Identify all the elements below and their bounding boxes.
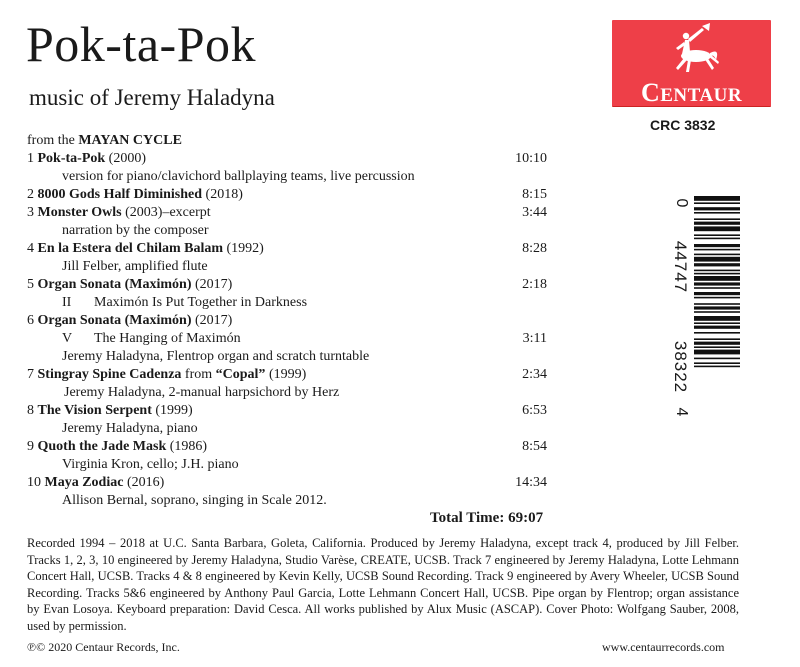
barcode-first-digit: 0 (673, 198, 690, 208)
barcode-bar (694, 254, 740, 256)
barcode-bar (694, 303, 740, 305)
track-number: 8 (27, 403, 34, 418)
centaur-logo (612, 20, 771, 107)
barcode-bar (694, 273, 740, 275)
barcode-bar (694, 342, 740, 345)
barcode-bar (694, 270, 740, 272)
barcode-bar (694, 306, 740, 309)
barcode-bar (694, 322, 740, 324)
track-year: (2000) (105, 151, 146, 166)
barcode-bar (694, 316, 740, 321)
track-time: 3:11 (522, 331, 547, 346)
track-row (27, 402, 547, 420)
barcode-bar (694, 332, 740, 334)
track-title: Monster Owls (37, 205, 122, 220)
track-time: 10:10 (515, 151, 547, 166)
track-row (27, 312, 547, 330)
wordmark-rest: ENTAUR (660, 85, 743, 106)
movement-title: The Hanging of Maximón (94, 331, 241, 346)
track-year: (2017) (191, 313, 233, 328)
catalog-number: CRC 3832 (650, 117, 716, 133)
barcode-bar (694, 292, 740, 295)
barcode-bar (694, 207, 740, 210)
barcode-bar (694, 257, 740, 262)
track-title: Pok-ta-Pok (37, 151, 106, 166)
barcode-bar (694, 234, 740, 236)
track-number: 3 (27, 205, 34, 220)
track-year: (1986) (166, 439, 208, 454)
track-row (27, 240, 547, 258)
barcode-bar (694, 358, 740, 360)
track-year: (1999) (265, 367, 307, 382)
track-from: from (181, 367, 216, 382)
recording-credits: Recorded 1994 – 2018 at U.C. Santa Barbara, Goleta, California. Produced by Jeremy Haladyna, except track 4, produced by Jill Felber. Tracks 1, 2, 3, 10 engineered by Jeremy Haladyna, Studio Varèse, CREATE, UCSB. Track 7 engineered by Jeremy Haladyna, Lotte Lehmann Concert Hall, UCSB. Tracks 4 & 8 engineered by Kevin Kelly, UCSB Sound Recording. Track 9 engineered by Avery Wheeler, UCSB Sound Recording. Tracks 5&6 engineered by Anthony Paul Garcia, Lotte Lehmann Concert Hall, UCSB. Pipe organ by Flentrop; organ assistance by Evan Losoya. Keyboard preparation: David Cesca. All works published by Alux Music (ASCAP). Cover Photo: Wolfgang Sauber, 2008, used by permission. (27, 536, 739, 633)
track-row (27, 438, 547, 456)
movement-number: V (62, 331, 73, 346)
track-title: Quoth the Jade Mask (37, 439, 167, 454)
barcode-last-digit: 4 (673, 407, 690, 417)
total-time: Total Time: 69:07 (430, 510, 544, 526)
track-time: 8:15 (522, 187, 547, 202)
track-title: Maya Zodiac (44, 475, 124, 490)
track-number: 9 (27, 439, 34, 454)
copyright: ℗© 2020 Centaur Records, Inc. (27, 640, 180, 654)
track-movement (27, 330, 547, 348)
track-detail: Jeremy Haladyna, piano (62, 421, 198, 436)
barcode-bar (694, 350, 740, 355)
centaur-figure-icon (612, 20, 771, 80)
barcode-bar (694, 212, 740, 214)
track-year: (2003)–excerpt (121, 205, 211, 220)
barcode-bar (694, 222, 740, 225)
barcode-bar (694, 263, 740, 266)
track-detail: Jeremy Haladyna, 2-manual harpsichord by Herz (64, 385, 340, 400)
track-row (27, 186, 547, 204)
track-year: (2017) (191, 277, 233, 292)
barcode-bar (694, 226, 740, 231)
barcode-bar (694, 297, 740, 299)
track-number: 10 (27, 475, 41, 490)
barcode-bar (694, 362, 740, 364)
track-number: 4 (27, 241, 34, 256)
track-time: 14:34 (515, 475, 547, 490)
track-detail: Jill Felber, amplified flute (62, 259, 208, 274)
barcode-bar (694, 244, 740, 247)
barcode-bar (694, 346, 740, 348)
barcode-bar (694, 282, 740, 285)
barcode-bar (694, 249, 740, 251)
barcode-bar (694, 366, 740, 368)
barcode-bar (694, 311, 740, 313)
track-number: 5 (27, 277, 34, 292)
track-time: 3:44 (522, 205, 547, 220)
track-title: Organ Sonata (Maximón) (37, 313, 192, 328)
track-time: 8:54 (522, 439, 547, 454)
intro-prefix: from the (27, 133, 79, 148)
track-detail: narration by the composer (62, 223, 209, 238)
track-detail: version for piano/clavichord ballplaying teams, live percussion (62, 169, 415, 184)
cycle-intro (27, 132, 547, 150)
track-year: (2016) (123, 475, 165, 490)
track-time: 2:34 (522, 367, 547, 382)
track-number: 7 (27, 367, 34, 382)
track-title: The Vision Serpent (37, 403, 152, 418)
barcode-bar (694, 238, 740, 240)
track-year: (1999) (151, 403, 193, 418)
centaur-wordmark (612, 80, 771, 109)
track-title: En la Estera del Chilam Balam (37, 241, 224, 256)
barcode-bar (694, 287, 740, 289)
track-time: 2:18 (522, 277, 547, 292)
track-detail: Allison Bernal, soprano, singing in Scale 2012. (62, 493, 327, 508)
track-row (27, 366, 547, 384)
track-row (27, 150, 547, 168)
track-detail: Virginia Kron, cello; J.H. piano (62, 457, 239, 472)
website-link[interactable]: www.centaurrecords.com (602, 640, 725, 654)
track-number: 2 (27, 187, 34, 202)
movement-title: Maximón Is Put Together in Darkness (94, 295, 308, 310)
track-number: 1 (27, 151, 34, 166)
cycle-name: MAYAN CYCLE (78, 133, 182, 148)
barcode-bar (694, 196, 740, 201)
track-title: Organ Sonata (Maximón) (37, 277, 192, 292)
barcode-bar (694, 202, 740, 204)
track-detail: Jeremy Haladyna, Flentrop organ and scratch turntable (62, 349, 370, 364)
track-time: 6:53 (522, 403, 547, 418)
track-source-title: “Copal” (215, 367, 266, 382)
barcode-group-2: 38322 (671, 340, 690, 394)
track-number: 6 (27, 313, 34, 328)
album-subtitle: music of Jeremy Haladyna (29, 85, 275, 110)
track-title: 8000 Gods Half Diminished (37, 187, 203, 202)
barcode-bar (694, 326, 740, 329)
track-year: (2018) (202, 187, 243, 202)
track-row (27, 474, 547, 492)
track-list (27, 132, 547, 510)
wordmark-initial: C (640, 78, 661, 107)
barcode-bar (694, 218, 740, 220)
barcode-bar (694, 338, 740, 340)
album-title: Pok-ta-Pok (26, 16, 256, 72)
track-title: Stingray Spine Cadenza (37, 367, 182, 382)
movement-number: II (62, 295, 72, 310)
track-year: (1992) (223, 241, 264, 256)
barcode-bar (694, 276, 740, 281)
track-row (27, 276, 547, 294)
track-movement (27, 294, 547, 312)
track-time: 8:28 (522, 241, 547, 256)
track-row (27, 204, 547, 222)
barcode-group-1: 44747 (671, 240, 690, 294)
